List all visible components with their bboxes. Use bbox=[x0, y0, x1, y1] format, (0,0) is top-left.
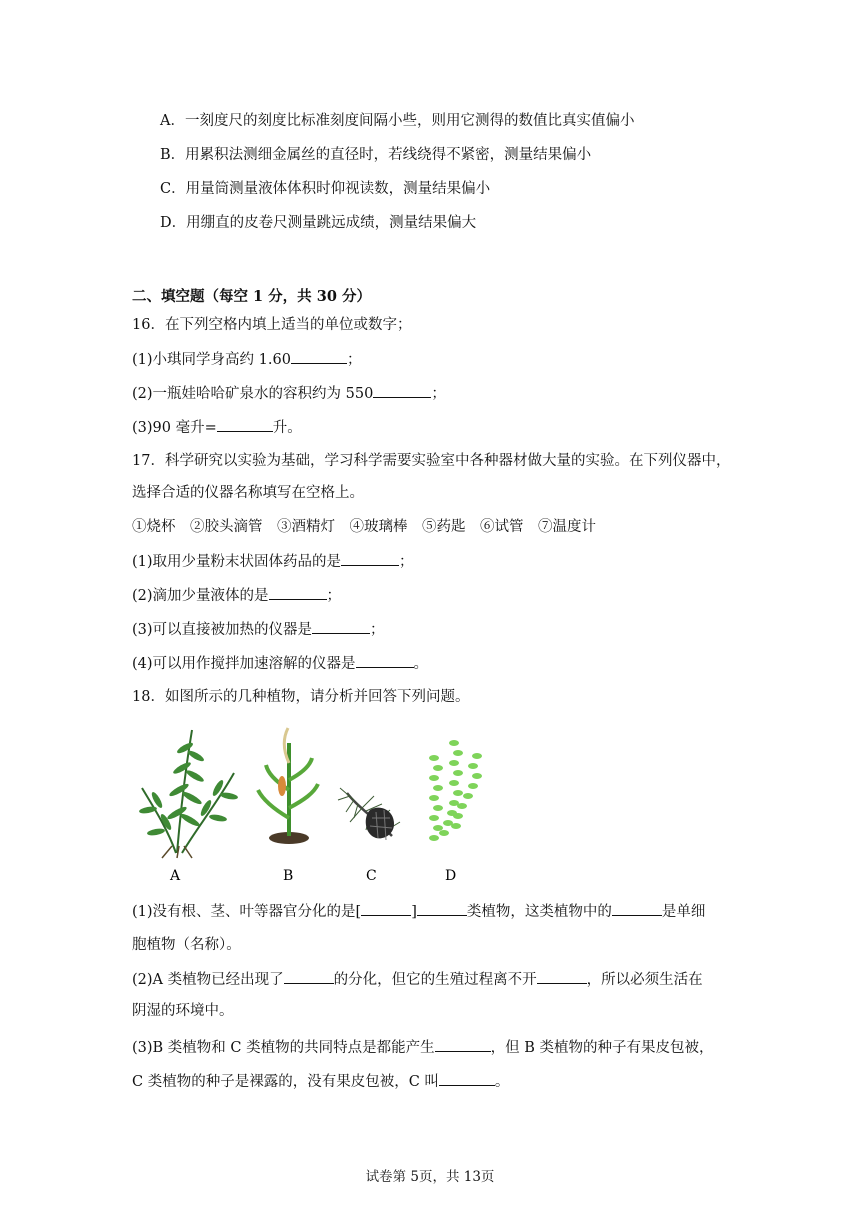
q18-stem: 18．如图所示的几种植物，请分析并回答下列问题。 bbox=[132, 689, 470, 705]
fern-illustration bbox=[139, 730, 239, 858]
q18-part1-text-b: ] bbox=[411, 904, 417, 920]
figure-label-c: C bbox=[366, 868, 377, 884]
moss-illustration bbox=[429, 740, 482, 841]
q16-part1-text: (1)小琪同学身高约 1.60 bbox=[132, 352, 291, 368]
answer-blank[interactable] bbox=[417, 901, 467, 916]
q16-stem: 16．在下列空格内填上适当的单位或数字； bbox=[132, 317, 412, 333]
q17-part2 bbox=[132, 585, 341, 606]
option-d: D．用绷直的皮卷尺测量跳远成绩，测量结果偏大 bbox=[160, 215, 477, 231]
q18-part2-line2: 阴湿的环境中。 bbox=[132, 1003, 234, 1019]
answer-blank[interactable] bbox=[361, 901, 411, 916]
figure-label-d: D bbox=[445, 868, 457, 884]
q17-part1 bbox=[132, 551, 414, 572]
section-heading: 二、填空题（每空 1 分，共 30 分） bbox=[132, 288, 371, 305]
q18-part2-text-b: 的分化，但它的生殖过程离不开 bbox=[333, 972, 537, 988]
answer-blank[interactable] bbox=[435, 1037, 491, 1052]
answer-blank[interactable] bbox=[373, 383, 431, 398]
q16-part1-end: ； bbox=[346, 352, 362, 368]
q18-part1-line1 bbox=[132, 901, 705, 922]
answer-blank[interactable] bbox=[341, 551, 399, 566]
answer-blank[interactable] bbox=[269, 585, 327, 600]
q17-stem-line1: 17．科学研究以实验为基础，学习科学需要实验室中各种器材做大量的实验。在下列仪器中， bbox=[132, 453, 731, 469]
answer-blank[interactable] bbox=[439, 1071, 495, 1086]
option-a: A．一刻度尺的刻度比标准刻度间隔小些，则用它测得的数值比真实值偏小 bbox=[160, 113, 635, 129]
q16-part3-end: 升。 bbox=[272, 420, 302, 436]
q18-part3-text-d: 。 bbox=[494, 1074, 510, 1090]
answer-blank[interactable] bbox=[612, 901, 662, 916]
figure-label-b: B bbox=[283, 868, 294, 884]
answer-blank[interactable] bbox=[291, 349, 347, 364]
answer-blank[interactable] bbox=[217, 417, 273, 432]
q16-part2-end: ； bbox=[431, 386, 446, 402]
answer-blank[interactable] bbox=[312, 619, 370, 634]
q17-part3 bbox=[132, 619, 385, 640]
q17-part4 bbox=[132, 653, 428, 674]
page-footer: 试卷第 5页，共 13页 bbox=[365, 1169, 495, 1185]
q18-part2-text-c: ，所以必须生活在 bbox=[586, 972, 703, 988]
q16-part2-text: (2)一瓶娃哈哈矿泉水的容积约为 550 bbox=[132, 386, 374, 402]
q16-part3-text: (3)90 毫升= bbox=[132, 420, 217, 436]
q18-part1-text-c: 类植物，这类植物中的 bbox=[466, 904, 612, 920]
q17-part2-text: (2)滴加少量液体的是 bbox=[132, 588, 269, 604]
q18-part3-text-c: C 类植物的种子是裸露的，没有果皮包被，C 叫 bbox=[132, 1074, 439, 1090]
pine-branch-illustration bbox=[338, 788, 400, 840]
q18-part3-text-b: ，但 B 类植物的种子有果皮包被， bbox=[490, 1040, 714, 1056]
q17-instrument-list: ①烧杯 ②胶头滴管 ③酒精灯 ④玻璃棒 ⑤药匙 ⑥试管 ⑦温度计 bbox=[132, 519, 596, 535]
option-c: C．用量筒测量液体体积时仰视读数，测量结果偏小 bbox=[160, 181, 491, 197]
option-b: B．用累积法测细金属丝的直径时，若线绕得不紧密，测量结果偏小 bbox=[160, 147, 592, 163]
q17-part4-end: 。 bbox=[413, 656, 429, 672]
q16-part1 bbox=[132, 349, 361, 370]
q17-part2-end: ； bbox=[326, 588, 342, 604]
q17-part3-end: ； bbox=[370, 622, 385, 638]
q18-part1-line2: 胞植物（名称）。 bbox=[132, 937, 241, 953]
q18-part1-text-a: (1)没有根、茎、叶等器官分化的是[ bbox=[132, 904, 362, 920]
q17-part1-end: ； bbox=[399, 554, 414, 570]
q17-stem-line2: 选择合适的仪器名称填写在空格上。 bbox=[132, 485, 364, 501]
corn-plant-illustration bbox=[258, 728, 318, 844]
plant-figure bbox=[132, 718, 512, 888]
q18-part3-line1 bbox=[132, 1037, 714, 1058]
figure-label-a: A bbox=[170, 868, 181, 884]
answer-blank[interactable] bbox=[356, 653, 414, 668]
answer-blank[interactable] bbox=[537, 969, 587, 984]
answer-blank[interactable] bbox=[284, 969, 334, 984]
q18-part3-line2 bbox=[132, 1071, 509, 1092]
q18-part2-line1 bbox=[132, 969, 703, 990]
q16-part2 bbox=[132, 383, 446, 404]
q17-part3-text: (3)可以直接被加热的仪器是 bbox=[132, 622, 313, 638]
q16-part3 bbox=[132, 417, 302, 438]
q17-part4-text: (4)可以用作搅拌加速溶解的仪器是 bbox=[132, 656, 356, 672]
q18-part2-text-a: (2)A 类植物已经出现了 bbox=[132, 972, 284, 988]
q18-part3-text-a: (3)B 类植物和 C 类植物的共同特点是都能产生 bbox=[132, 1040, 435, 1056]
q18-part1-text-d: 是单细 bbox=[661, 904, 706, 920]
q17-part1-text: (1)取用少量粉末状固体药品的是 bbox=[132, 554, 342, 570]
